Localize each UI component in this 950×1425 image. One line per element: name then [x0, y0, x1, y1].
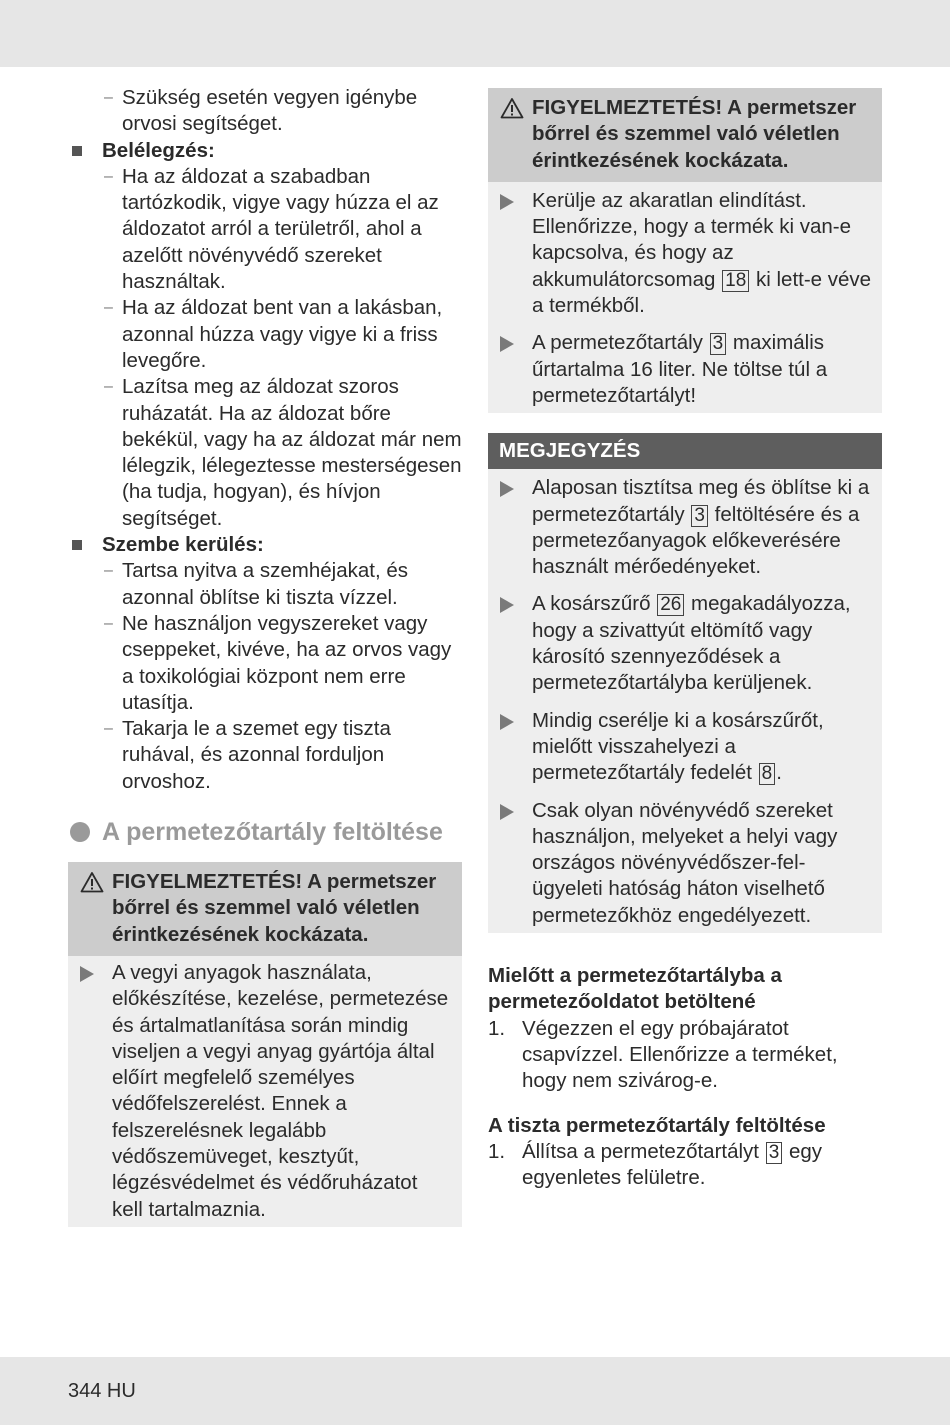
- list-item: Mindig cserélje ki a kosárszűrőt, mielőtt visszahelyezi a permetezőtartály fedelét 8 .: [498, 708, 872, 787]
- list-item: A vegyi anyagok használata, előkészítése, kezelése, permetezése és ártalmatlanítása során mindig viseljen a vegyi anyag gyártója által előírt megfelelő személyes védőfelszerelést. Ennek a felszerelésnek legalább védőszemüveget, kesztyűt, légzésvédelmet és védőruházatot kell tartalmaznia.: [78, 960, 452, 1223]
- section-title: A permetezőtartály feltöltése: [68, 817, 462, 848]
- arrow-bullet-icon: [500, 804, 514, 820]
- list-item: A kosárszűrő 26 megakadályozza, hogy a szivattyút eltömítő vagy károsító szennyeződések a permetezőtartályba kerüljenek.: [498, 591, 872, 696]
- reference-number: 8: [759, 763, 776, 785]
- arrow-bullet-icon: [80, 966, 94, 982]
- warning-header: FIGYELMEZTETÉS! A permetszer bőrrel és szemmel való véletlen érintkezésének kockázata.: [488, 88, 882, 182]
- list-item: – Ha az áldozat bent van a lakásban, azonnal húzza vagy vigye ki a friss levegőre.: [68, 295, 462, 374]
- arrow-bullet-icon: [500, 194, 514, 210]
- list-item: Kerülje az akaratlan elindítást. Ellenőrizze, hogy a termék ki van-e kapcsolva, és hogy az akkumulátorcsomag 18 ki lett-e véve a termékből.: [498, 188, 872, 319]
- list-item: – Tartsa nyitva a szemhéjakat, és azonnal öblítse ki tiszta vízzel.: [68, 558, 462, 611]
- numbered-step: 1. Végezzen el egy próbajáratot csapvízzel. Ellenőrizze a terméket, hogy nem szivárog-e.: [488, 1016, 838, 1093]
- note-header: MEGJEGYZÉS: [488, 433, 882, 469]
- list-item: – Ne használjon vegyszereket vagy cseppeket, kivéve, ha az orvos vagy a toxikológiai központ nem erre utasítja.: [68, 611, 462, 716]
- warning-body: [488, 182, 882, 413]
- page-number: 344 HU: [68, 1380, 136, 1402]
- left-column: [68, 85, 462, 1227]
- eye-contact-heading: Szembe kerülés:: [68, 532, 462, 558]
- circle-bullet-icon: [70, 822, 90, 842]
- arrow-bullet-icon: [500, 336, 514, 352]
- list-item: A permetezőtartály 3 maximális űrtartalma 16 liter. Ne töltse túl a permetezőtartályt!: [498, 330, 872, 409]
- reference-number: 3: [691, 505, 708, 527]
- warning-triangle-icon: [500, 97, 524, 119]
- square-bullet-icon: [72, 540, 82, 550]
- square-bullet-icon: [72, 146, 82, 156]
- numbered-step: 1. Állítsa a permetezőtartályt 3 egy egyenletes felületre.: [488, 1139, 823, 1190]
- clean-fill-heading: A tiszta permetezőtartály feltöltése: [488, 1113, 826, 1137]
- list-item: – Lazítsa meg az áldozat szoros ruházatát. Ha az áldozat bőre bekékül, vagy ha az áldozat már nem lélegzik, lélegeztesse mesterségesen (ha tudja, hogyan), és hívjon segítséget.: [68, 374, 462, 532]
- warning-body: [68, 956, 462, 1227]
- list-item: – Szükség esetén vegyen igénybe orvosi segítséget.: [68, 85, 462, 138]
- list-item: Alaposan tisztítsa meg és öblítse ki a permetezőtartály 3 feltöltésére és a permetezőanyagok előkeverésére használt mérőedényeket.: [498, 475, 872, 580]
- reference-number: 26: [657, 594, 684, 616]
- reference-number: 3: [710, 333, 727, 355]
- arrow-bullet-icon: [500, 714, 514, 730]
- right-column: [488, 88, 882, 1191]
- warning-triangle-icon: [80, 871, 104, 893]
- warning-header: FIGYELMEZTETÉS! A permetszer bőrrel és szemmel való véletlen érintkezésének kockázata.: [68, 862, 462, 956]
- arrow-bullet-icon: [500, 481, 514, 497]
- top-band: [0, 0, 950, 67]
- note-box: [488, 433, 882, 933]
- reference-number: 3: [766, 1142, 783, 1164]
- note-body: [488, 469, 882, 933]
- reference-number: 18: [722, 270, 749, 292]
- bottom-band: [0, 1357, 950, 1425]
- list-item: Csak olyan növényvédő szereket használjon, melyeket a helyi vagy országos növényvédőszer-fel-ügyeleti hatóság háton viselhető permetezőkhöz engedélyezett.: [498, 798, 872, 929]
- before-fill-heading: Mielőtt a permetezőtartályba a permetezőoldatot betöltené: [488, 964, 782, 1014]
- warning-box: [488, 88, 882, 413]
- warning-box: [68, 862, 462, 1227]
- list-item: – Ha az áldozat a szabadban tartózkodik, vigye vagy húzza el az áldozatot arról a területről, ahol a azelőtt növényvédő szereket használtak.: [68, 164, 462, 295]
- inhalation-heading: Belélegzés:: [68, 138, 462, 164]
- arrow-bullet-icon: [500, 597, 514, 613]
- list-item: – Takarja le a szemet egy tiszta ruhával, és azonnal forduljon orvoshoz.: [68, 716, 462, 795]
